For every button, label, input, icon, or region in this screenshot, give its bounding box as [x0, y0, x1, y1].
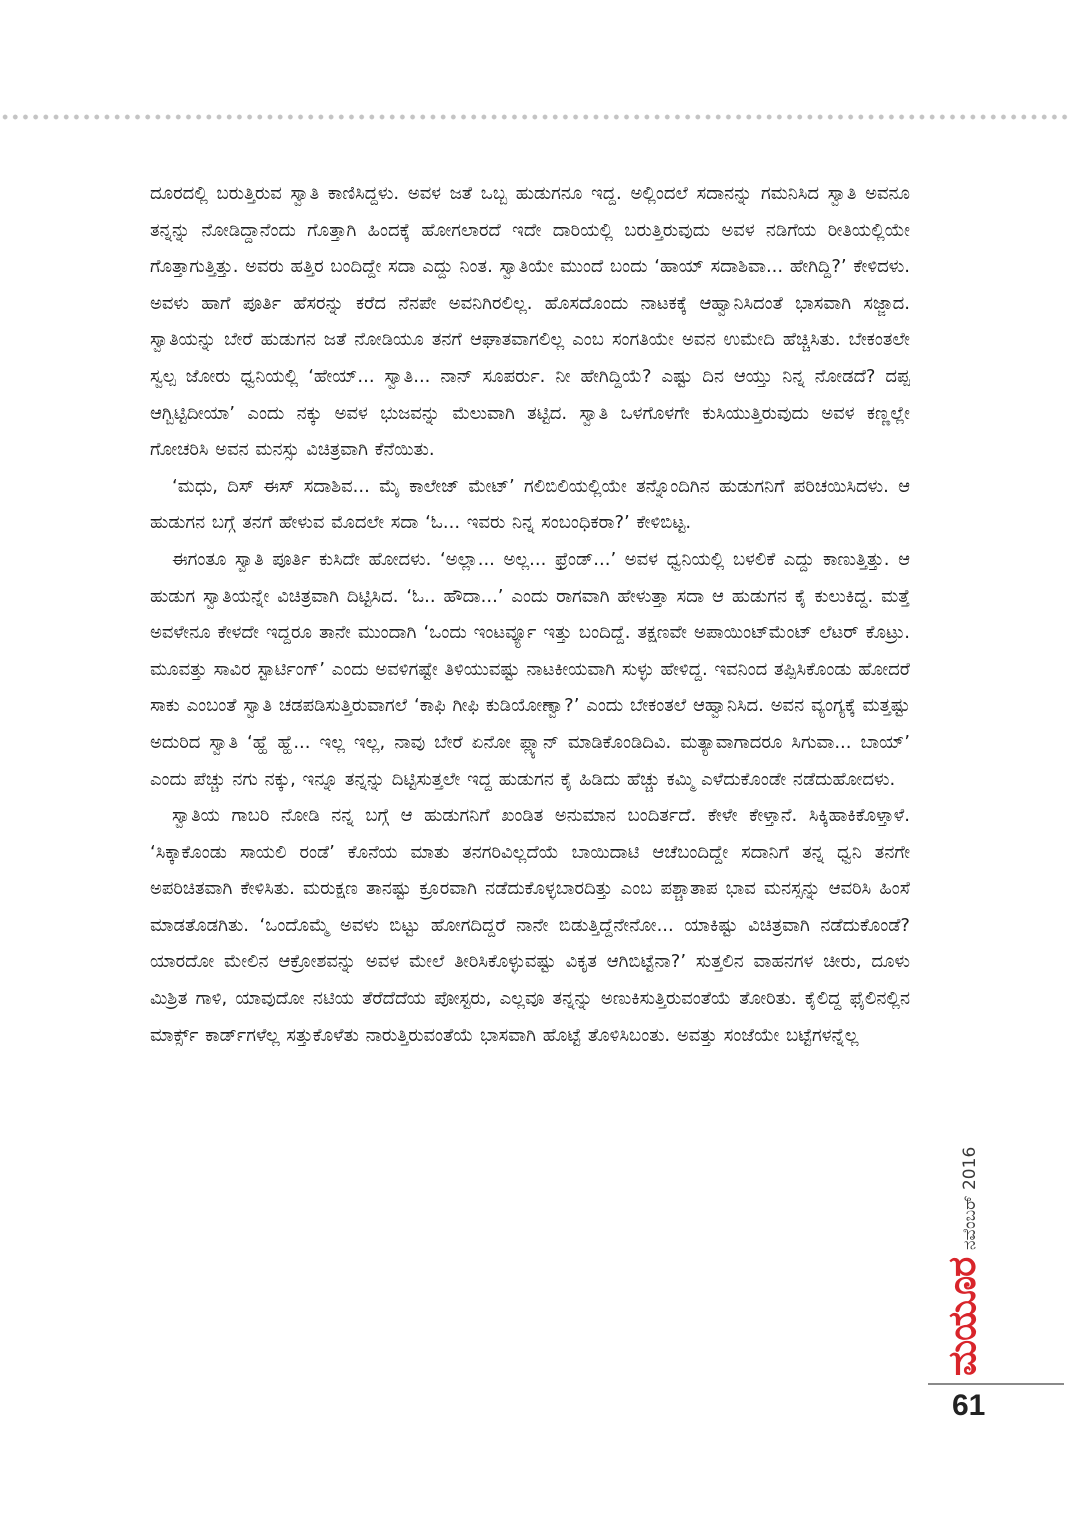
magazine-logo: ಮಯೂರ — [940, 1257, 984, 1376]
article-paragraph-3: ಈಗಂತೂ ಸ್ವಾತಿ ಪೂರ್ತಿ ಕುಸಿದೇ ಹೋದಳು. ‘ಅಲ್ಲಾ... ಅಲ್ಲ... ಫ್ರೆಂಡ್...’ ಅವಳ ಧ್ವನಿಯಲ್ಲಿ ಬಳಲಿಕೆ ಎದ್ದು ಕಾಣುತ್ತಿತ್ತು. ಆ ಹುಡುಗ ಸ್ವಾತಿಯನ್ನೇ ವಿಚಿತ್ರವಾಗಿ ದಿಟ್ಟಿಸಿದ. ‘ಓ.. ಹೌದಾ...’ ಎಂದು ರಾಗವಾಗಿ ಹೇಳುತ್ತಾ ಸದಾ ಆ ಹುಡುಗನ ಕೈ ಕುಲುಕಿದ್ದ. ಮತ್ತೆ ಅವಳೇನೂ ಕೇಳದೇ ಇದ್ದರೂ ತಾನೇ ಮುಂದಾಗಿ ‘ಒಂದು ಇಂಟರ್ವ್ಯೂ ಇತ್ತು ಬಂದಿದ್ದೆ. ತಕ್ಷಣವೇ ಅಪಾಯಿಂಟ್‌ಮೆಂಟ್ ಲೆಟರ್ ಕೊಟ್ರು. ಮೂವತ್ತು ಸಾವಿರ ಸ್ಟಾರ್ಟಿಂಗ್’ ಎಂದು ಅವಳಿಗಷ್ಟೇ ತಿಳಿಯುವಷ್ಟು ನಾಟಕೀಯವಾಗಿ ಸುಳ್ಳು ಹೇಳಿದ್ದ. ಇವನಿಂದ ತಪ್ಪಿಸಿಕೊಂಡು ಹೋದರೆ ಸಾಕು ಎಂಬಂತೆ ಸ್ವಾತಿ ಚಡಪಡಿಸುತ್ತಿರುವಾಗಲೆ ‘ಕಾಫಿ ಗೀಫಿ ಕುಡಿಯೋಣ್ವಾ?’ ಎಂದು ಬೇಕಂತಲೆ ಆಹ್ವಾನಿಸಿದ. ಅವನ ವ್ಯಂಗ್ಯಕ್ಕೆ ಮತ್ತಷ್ಟು ಅದುರಿದ ಸ್ವಾತಿ ‘ಹ್ಹೆ ಹ್ಹೆ... ಇಲ್ಲ ಇಲ್ಲ, ನಾವು ಬೇರೆ ಏನೋ ಪ್ಲ್ಯಾನ್ ಮಾಡಿಕೊಂಡಿದಿವಿ. ಮತ್ಯಾವಾಗಾದರೂ ಸಿಗುವಾ... ಬಾಯ್’ ಎಂದು ಪೆಚ್ಚು ನಗು ನಕ್ಕು, ಇನ್ನೂ ತನ್ನನ್ನು ದಿಟ್ಟಿಸುತ್ತಲೇ ಇದ್ದ ಹುಡುಗನ ಕೈ ಹಿಡಿದು ಹೆಚ್ಚು ಕಮ್ಮಿ ಎಳೆದುಕೊಂಡೇ ನಡೆದುಹೋದಳು. — [150, 548, 910, 790]
article-body — [150, 176, 910, 1416]
page-number-divider — [928, 1383, 1064, 1385]
article-paragraph-2: ‘ಮಧು, ದಿಸ್ ಈಸ್ ಸದಾಶಿವ... ಮೈ ಕಾಲೇಜ್ ಮೇಟ್’ ಗಲಿಬಿಲಿಯಲ್ಲಿಯೇ ತನ್ನೊಂದಿಗಿನ ಹುಡುಗನಿಗೆ ಪರಿಚಯಿಸಿದಳು. ಆ ಹುಡುಗನ ಬಗ್ಗೆ ತನಗೆ ಹೇಳುವ ಮೊದಲೇ ಸದಾ ‘ಓ... ಇವರು ನಿನ್ನ ಸಂಬಂಧಿಕರಾ?’ ಕೇಳಿಬಿಟ್ಟ. — [150, 475, 910, 534]
article-paragraph-4: ಸ್ವಾತಿಯ ಗಾಬರಿ ನೋಡಿ ನನ್ನ ಬಗ್ಗೆ ಆ ಹುಡುಗನಿಗೆ ಖಂಡಿತ ಅನುಮಾನ ಬಂದಿರ್ತದೆ. ಕೇಳೇ ಕೇಳ್ತಾನೆ. ಸಿಕ್ಕಿಹಾಕಿಕೊಳ್ತಾಳೆ. ‘ಸಿಕ್ಕಾಕೊಂಡು ಸಾಯಲಿ ರಂಡೆ’ ಕೊನೆಯ ಮಾತು ತನಗರಿವಿಲ್ಲದೆಯೆ ಬಾಯಿದಾಟಿ ಆಚೆಬಂದಿದ್ದೇ ಸದಾನಿಗೆ ತನ್ನ ಧ್ವನಿ ತನಗೇ ಅಪರಿಚಿತವಾಗಿ ಕೇಳಿಸಿತು. ಮರುಕ್ಷಣ ತಾನಷ್ಟು ಕ್ರೂರವಾಗಿ ನಡೆದುಕೊಳ್ಳಬಾರದಿತ್ತು ಎಂಬ ಪಶ್ಚಾತಾಪ ಭಾವ ಮನಸ್ಸನ್ನು ಆವರಿಸಿ ಹಿಂಸೆ ಮಾಡತೊಡಗಿತು. ‘ಒಂದೊಮ್ಮೆ ಅವಳು ಬಿಟ್ಟು ಹೋಗದಿದ್ದರೆ ನಾನೇ ಬಿಡುತ್ತಿದ್ದೆನೇನೋ... ಯಾಕಿಷ್ಟು ವಿಚಿತ್ರವಾಗಿ ನಡೆದುಕೊಂಡೆ? ಯಾರದೋ ಮೇಲಿನ ಆಕ್ರೋಶವನ್ನು ಅವಳ ಮೇಲೆ ತೀರಿಸಿಕೊಳ್ಳುವಷ್ಟು ವಿಕೃತ ಆಗಿಬಿಟ್ಟೆನಾ?’ ಸುತ್ತಲಿನ ವಾಹನಗಳ ಚೀರು, ದೂಳು ಮಿಶ್ರಿತ ಗಾಳಿ, ಯಾವುದೋ ನಟಿಯ ತೆರೆದೆದೆಯ ಪೋಸ್ಟರು, ಎಲ್ಲವೂ ತನ್ನನ್ನು ಅಣುಕಿಸುತ್ತಿರುವಂತೆಯೆ ತೋರಿತು. ಕೈಲಿದ್ದ ಫೈಲಿನಲ್ಲಿನ ಮಾರ್ಕ್ಸ್ ಕಾರ್ಡ್‌ಗಳೆಲ್ಲ ಸತ್ತುಕೊಳೆತು ನಾರುತ್ತಿರುವಂತೆಯೆ ಭಾಸವಾಗಿ ಹೊಟ್ಟೆ ತೊಳಿಸಿಬಂತು. ಅವತ್ತು ಸಂಜೆಯೇ ಬಟ್ಟೆಗಳನ್ನೆಲ್ಲ — [150, 805, 910, 1046]
top-dotted-divider — [0, 113, 1072, 121]
article-paragraph-1: ದೂರದಲ್ಲಿ ಬರುತ್ತಿರುವ ಸ್ವಾತಿ ಕಾಣಿಸಿದ್ದಳು. ಅವಳ ಜತೆ ಒಬ್ಬ ಹುಡುಗನೂ ಇದ್ದ. ಅಲ್ಲಿಂದಲೆ ಸದಾನನ್ನು ಗಮನಿಸಿದ ಸ್ವಾತಿ ಅವನೂ ತನ್ನನ್ನು ನೋಡಿದ್ದಾನೆಂದು ಗೊತ್ತಾಗಿ ಹಿಂದಕ್ಕೆ ಹೋಗಲಾರದೆ ಇದೇ ದಾರಿಯಲ್ಲಿ ಬರುತ್ತಿರುವುದು ಅವಳ ನಡಿಗೆಯ ರೀತಿಯಲ್ಲಿಯೇ ಗೊತ್ತಾಗುತ್ತಿತ್ತು. ಅವರು ಹತ್ತಿರ ಬಂದಿದ್ದೇ ಸದಾ ಎದ್ದು ನಿಂತ. ಸ್ವಾತಿಯೇ ಮುಂದೆ ಬಂದು ‘ಹಾಯ್ ಸದಾಶಿವಾ... ಹೇಗಿದ್ದಿ?’ ಕೇಳಿದಳು. ಅವಳು ಹಾಗೆ ಪೂರ್ತಿ ಹೆಸರನ್ನು ಕರೆದ ನೆನಪೇ ಅವನಿಗಿರಲಿಲ್ಲ. ಹೊಸದೊಂದು ನಾಟಕಕ್ಕೆ ಆಹ್ವಾನಿಸಿದಂತೆ ಭಾಸವಾಗಿ ಸಜ್ಜಾದ. ಸ್ವಾತಿಯನ್ನು ಬೇರೆ ಹುಡುಗನ ಜತೆ ನೋಡಿಯೂ ತನಗೆ ಆಘಾತವಾಗಲಿಲ್ಲ ಎಂಬ ಸಂಗತಿಯೇ ಅವನ ಉಮೇದಿ ಹೆಚ್ಚಿಸಿತು. ಬೇಕಂತಲೇ ಸ್ವಲ್ಪ ಜೋರು ಧ್ವನಿಯಲ್ಲಿ ‘ಹೇಯ್... ಸ್ವಾತಿ... ನಾನ್ ಸೂಪರ್ರು. ನೀ ಹೇಗಿದ್ದಿಯೆ? ಎಷ್ಟು ದಿನ ಆಯ್ತು ನಿನ್ನ ನೋಡದೆ? ದಪ್ಪ ಆಗ್ಬಿಟ್ಟಿದೀಯಾ’ ಎಂದು ನಕ್ಕು ಅವಳ ಭುಜವನ್ನು ಮೆಲುವಾಗಿ ತಟ್ಟಿದ. ಸ್ವಾತಿ ಒಳಗೊಳಗೇ ಕುಸಿಯುತ್ತಿರುವುದು ಅವಳ ಕಣ್ಣಲ್ಲೇ ಗೋಚರಿಸಿ ಅವನ ಮನಸ್ಸು ವಿಚಿತ್ರವಾಗಿ ಕೆನೆಯಿತು. — [150, 183, 910, 461]
page-number: 61 — [952, 1389, 986, 1422]
issue-date: ನವೆಂಬರ್ 2016 — [960, 1146, 980, 1250]
